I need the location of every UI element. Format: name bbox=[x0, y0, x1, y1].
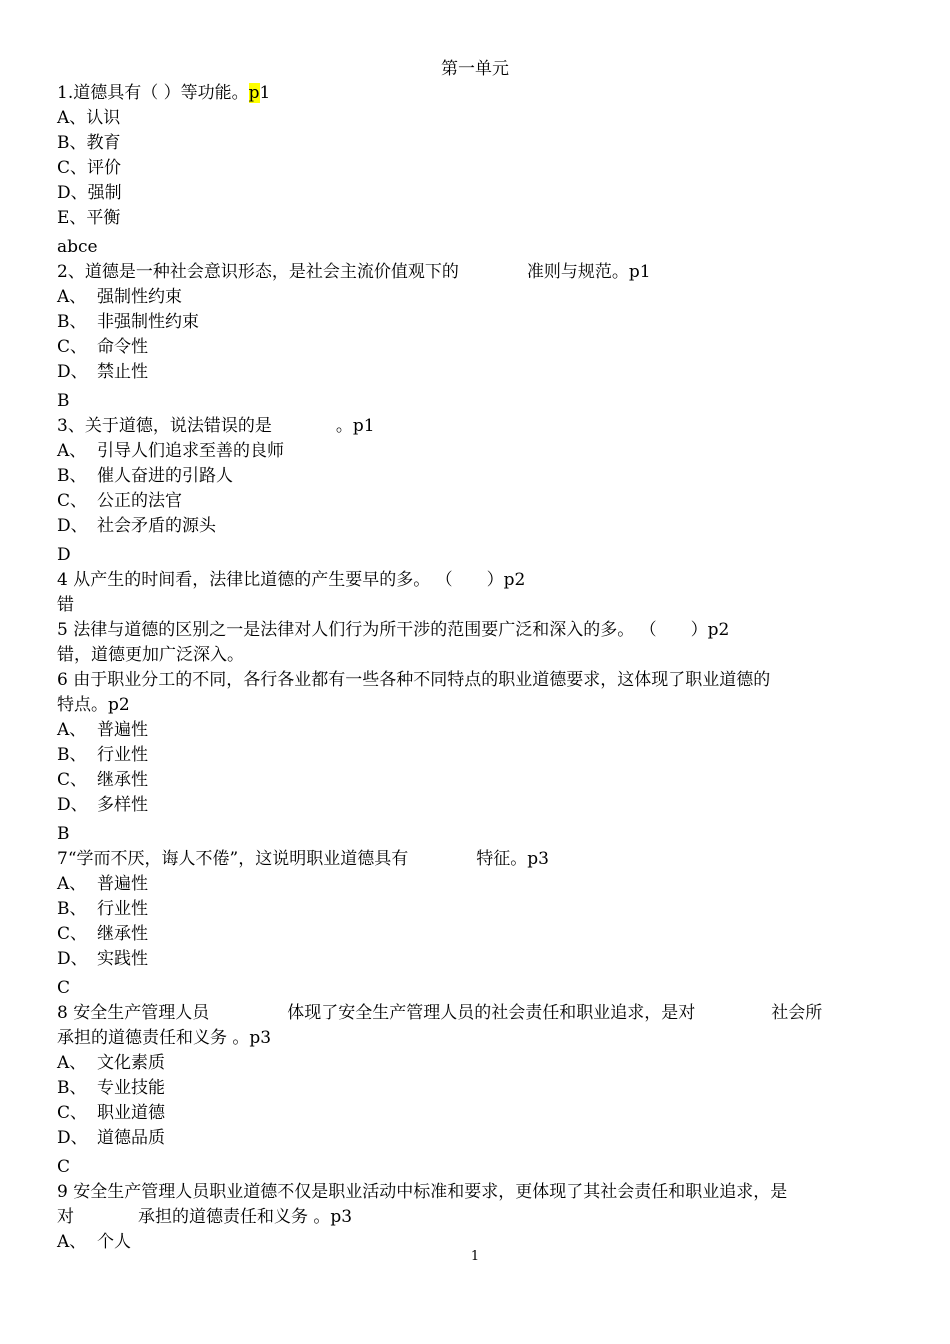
question-7-option-c: C、 继承性 bbox=[57, 924, 148, 944]
question-1-option-a: A、认识 bbox=[57, 108, 121, 128]
question-1-stem: 1.道德具有（ ）等功能。p1 bbox=[57, 83, 271, 103]
question-3-option-a: A、 引导人们追求至善的良师 bbox=[57, 441, 284, 461]
question-list bbox=[57, 81, 902, 1255]
question-7-option-b: B、 行业性 bbox=[57, 899, 148, 919]
question-6-option-d: D、 多样性 bbox=[57, 795, 148, 815]
question-9-option-a: A、 个人 bbox=[57, 1232, 131, 1252]
question-1-answer: abce bbox=[57, 237, 98, 257]
question-2-stem: 2、道德是一种社会意识形态，是社会主流价值观下的 准则与规范。p1 bbox=[57, 262, 651, 282]
question-8-option-c: C、 职业道德 bbox=[57, 1103, 165, 1123]
question-2-option-b: B、 非强制性约束 bbox=[57, 312, 199, 332]
question-1-option-d: D、强制 bbox=[57, 183, 122, 203]
question-6-option-a: A、 普遍性 bbox=[57, 720, 148, 740]
question-3-option-d: D、 社会矛盾的源头 bbox=[57, 516, 216, 536]
page-number: 1 bbox=[470, 1249, 480, 1264]
question-6-answer: B bbox=[57, 824, 70, 844]
question-6-option-b: B、 行业性 bbox=[57, 745, 148, 765]
question-8-option-d: D、 道德品质 bbox=[57, 1128, 165, 1148]
question-2-option-d: D、 禁止性 bbox=[57, 362, 148, 382]
question-6-option-c: C、 继承性 bbox=[57, 770, 148, 790]
question-6-stem-line-2: 特点。p2 bbox=[57, 695, 130, 715]
question-3-option-c: C、 公正的法官 bbox=[57, 491, 182, 511]
question-1-option-e: E、平衡 bbox=[57, 208, 121, 228]
question-3-stem: 3、关于道德，说法错误的是 。p1 bbox=[57, 416, 375, 436]
question-5-answer: 错，道德更加广泛深入。 bbox=[57, 645, 244, 665]
question-8-option-a: A、 文化素质 bbox=[57, 1053, 165, 1073]
question-9-stem-line-1: 9 安全生产管理人员职业道德不仅是职业活动中标准和要求，更体现了其社会责任和职业追求，是 bbox=[57, 1182, 788, 1202]
question-1-option-c: C、评价 bbox=[57, 158, 122, 178]
question-5-stem: 5 法律与道德的区别之一是法律对人们行为所干涉的范围要广泛和深入的多。 （ ）p2 bbox=[57, 620, 730, 640]
question-1-option-b: B、教育 bbox=[57, 133, 121, 153]
question-7-answer: C bbox=[57, 978, 71, 998]
question-2-option-a: A、 强制性约束 bbox=[57, 287, 182, 307]
question-3-answer: D bbox=[57, 545, 71, 565]
question-7-option-a: A、 普遍性 bbox=[57, 874, 148, 894]
question-8-answer: C bbox=[57, 1157, 71, 1177]
question-7-stem: 7“学而不厌，诲人不倦”，这说明职业道德具有 特征。p3 bbox=[57, 849, 549, 869]
question-8-stem-line-1: 8 安全生产管理人员 体现了安全生产管理人员的社会责任和职业追求，是对 社会所 bbox=[57, 1003, 823, 1023]
question-2-option-c: C、 命令性 bbox=[57, 337, 148, 357]
question-3-option-b: B、 催人奋进的引路人 bbox=[57, 466, 233, 486]
question-4-stem: 4 从产生的时间看，法律比道德的产生要早的多。 （ ）p2 bbox=[57, 570, 526, 590]
question-8-stem-line-2: 承担的道德责任和义务 。p3 bbox=[57, 1028, 272, 1048]
question-6-stem-line-1: 6 由于职业分工的不同，各行各业都有一些各种不同特点的职业道德要求，这体现了职业道德的 bbox=[57, 670, 771, 690]
question-7-option-d: D、 实践性 bbox=[57, 949, 148, 969]
unit-title: 第一单元 bbox=[441, 59, 509, 79]
question-4-answer: 错 bbox=[57, 595, 74, 615]
question-8-option-b: B、 专业技能 bbox=[57, 1078, 165, 1098]
question-2-answer: B bbox=[57, 391, 70, 411]
question-9-stem-line-2: 对 承担的道德责任和义务 。p3 bbox=[57, 1207, 353, 1227]
highlighted-text: p bbox=[248, 83, 260, 103]
